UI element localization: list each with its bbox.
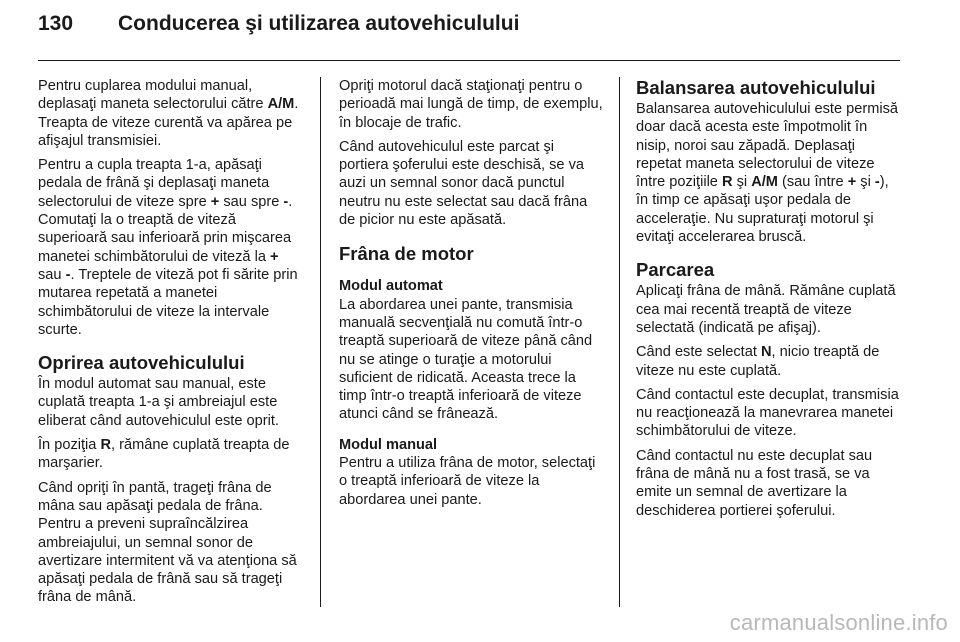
heading-oprirea: Oprirea autovehiculului — [38, 352, 245, 374]
paragraph-stop-engine: Opriţi motorul dacă staţionaţi pentru o perioadă mai lungă de timp, de exemplu, în blocaje de trafic. — [339, 78, 603, 131]
heading-frana-de-motor: Frâna de motor — [339, 243, 474, 265]
paragraph-ignition-off: Când contactul este decuplat, transmisia nu reacţionează la manevrarea manetei schimbătorului de viteze. — [636, 386, 899, 440]
paragraph-door-warning: Când contactul nu este decuplat sau frâna de mână nu a fost trasă, se va emite un semnal de avertizare la deschiderea portierei şoferului. — [636, 447, 873, 519]
paragraph-slope-stop: Când opriţi în pantă, trageţi frâna de mâna sau apăsaţi pedala de frâna. Pentru a preveni supraîncălzirea ambreiajului, un semnal sonor de avertizare intermitent vă va atenţiona să apăsaţi pedala de frână sau să trageţi frâna de mână. — [38, 479, 297, 606]
paragraph-manual-mode: Pentru cuplarea modului manual, deplasaţi maneta selectorului către A/M. Treapta de viteze curentă va apărea pe afişajul transmisiei. — [38, 78, 299, 149]
page-header — [38, 12, 900, 60]
paragraph-first-gear: Pentru a cupla treapta 1-a, apăsaţi pedala de frână şi deplasaţi maneta selectorului de viteze spre + sau spre -. Comutaţi la o treaptă de viteză superioară sau inferioară prin mişcarea manetei schimbătorului de viteză la + sau -. Treptele de viteză pot fi sărite prin mutarea repetată a manetei schimbătorului de viteze la intervale scurte. — [38, 157, 298, 338]
paragraph-slope-automatic: La abordarea unei pante, transmisia manuală secvenţială nu comută într-o treaptă superioară de viteze până când nu se atinge o turaţie a motorului suficient de ridicată. Aceasta trece la timp într-o treaptă inferioară de viteze atunci când se frânează. — [339, 296, 593, 423]
subheading-modul-manual: Modul manual — [339, 436, 438, 453]
column-divider-1 — [320, 77, 321, 607]
page-number: 130 — [38, 12, 74, 35]
paragraph-reverse: În poziţia R, rămâne cuplată treapta de marşarier. — [38, 437, 290, 472]
subheading-modul-automat: Modul automat — [339, 278, 443, 295]
paragraph-rocking: Balansarea autovehiculului este permisă doar dacă acesta este împotmolit în nisip, noroi sau zăpadă. Deplasaţi repetat maneta selectorului de viteze între poziţiile R şi A/M (sau între + şi -), în timp ce apăsaţi uşor pedala de acceleraţie. Nu supraturaţi motorul şi evitaţi accelerarea bruscă. — [636, 101, 899, 246]
paragraph-stop-automatic: În modul automat sau manual, este cuplată treapta 1-a şi ambreiajul este eliberat când autovehiculul este oprit. — [38, 376, 279, 429]
heading-balansarea: Balansarea autovehiculului — [636, 77, 876, 98]
header-divider — [38, 60, 900, 61]
paragraph-engine-brake-manual: Pentru a utiliza frâna de motor, selectaţi o treaptă inferioară de viteze la abordarea unei pante. — [339, 455, 596, 508]
watermark: carmanualsonline.info — [729, 610, 948, 635]
paragraph-neutral: Când este selectat N, nicio treaptă de viteze nu este cuplată. — [636, 344, 880, 379]
column-middle — [339, 77, 607, 515]
column-divider-2 — [619, 77, 620, 607]
column-right — [636, 77, 904, 526]
heading-parcarea: Parcarea — [636, 259, 715, 281]
page-title: Conducerea şi utilizarea autovehiculului — [118, 12, 520, 35]
column-left — [38, 77, 306, 613]
paragraph-parked-warning: Când autovehiculul este parcat şi portiera şoferului este deschisă, se va auzi un semnal sonor dacă punctul neutru nu este selectat sau dacă frâna de picior nu este apăsată. — [339, 138, 588, 229]
paragraph-parking-brake: Aplicaţi frâna de mână. Rămâne cuplată cea mai recentă treaptă de viteze selectată (indicată pe afişaj). — [636, 283, 896, 336]
